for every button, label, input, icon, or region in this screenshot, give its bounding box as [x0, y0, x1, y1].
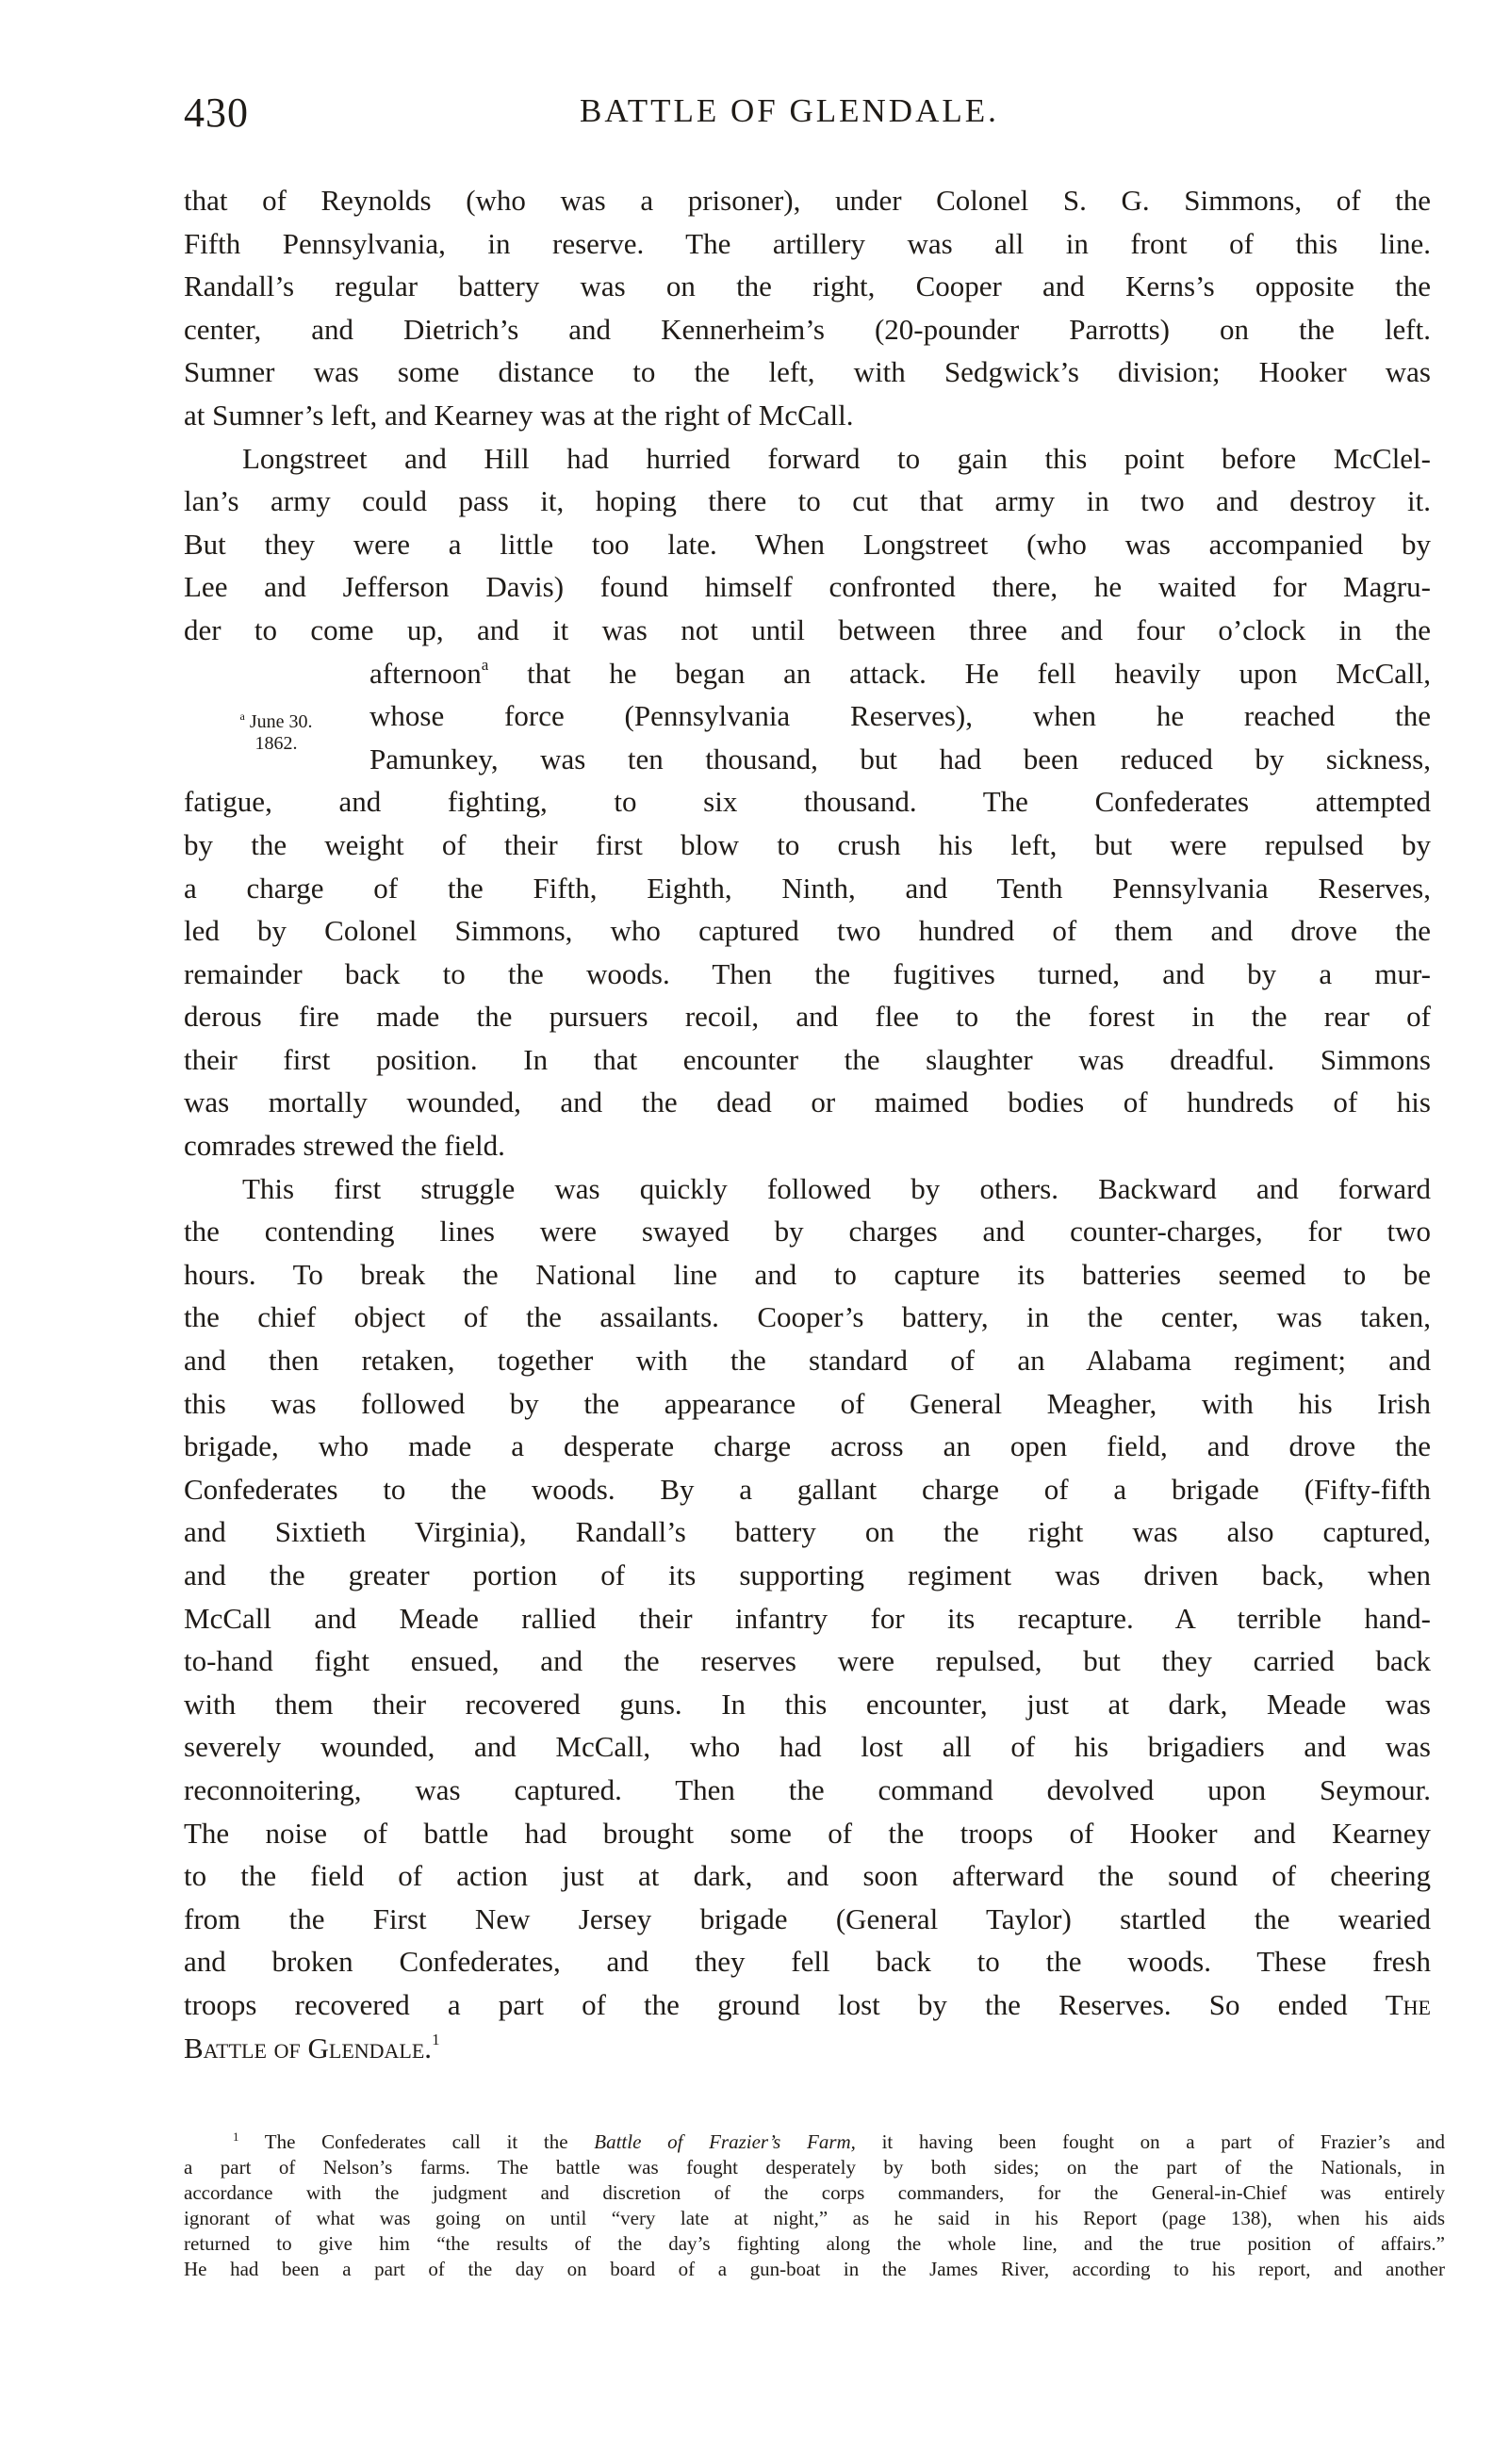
- footnote-line: He had been a part of the day on board of a gun-boat in the James River, according to his report, and another: [184, 2258, 1445, 2280]
- footnote-ref: 1: [432, 2030, 440, 2048]
- text-line: remainder back to the woods. Then the fugitives turned, and by a mur-: [184, 956, 1431, 990]
- text-line: Sumner was some distance to the left, with Sedgwick’s division; Hooker was: [184, 355, 1431, 389]
- text-line: and then retaken, together with the standard of an Alabama regiment; and: [184, 1344, 1431, 1378]
- text-line: the chief object of the assailants. Cooper’s battery, in the center, was taken,: [184, 1300, 1431, 1334]
- text-fragment: it having been fought on a part of Frazier’s and: [855, 2130, 1445, 2153]
- text-line: and the greater portion of its supporting regiment was driven back, when: [184, 1558, 1431, 1591]
- text-line: fatigue, and fighting, to six thousand. The Confederates attempted: [184, 785, 1431, 819]
- text-fragment: that he began an attack. He fell heavily upon McCall,: [527, 656, 1431, 690]
- text-line: McCall and Meade rallied their infantry for its recapture. A terrible hand-: [184, 1601, 1431, 1635]
- text-line: their first position. In that encounter the slaughter was dreadful. Simmons: [184, 1042, 1431, 1076]
- text-line: hours. To break the National line and to capture its batteries seemed to be: [184, 1257, 1431, 1291]
- text-line: The noise of battle had brought some of the troops of Hooker and Kearney: [184, 1816, 1431, 1850]
- text-line: and Sixtieth Virginia), Randall’s battery on the right was also captured,: [184, 1515, 1431, 1549]
- text-line: brigade, who made a desperate charge across an open field, and drove the: [184, 1429, 1431, 1463]
- text-line: [184, 1983, 1431, 2027]
- margin-note-marker: a: [239, 710, 245, 723]
- text-line: [369, 652, 1431, 695]
- text-line: lan’s army could pass it, hoping there to cut that army in two and destroy it.: [184, 484, 1431, 518]
- text-fragment: The Confederates call it the: [264, 2130, 595, 2153]
- body-text: [184, 179, 1431, 2069]
- text-line: Confederates to the woods. By a gallant charge of a brigade (Fifty-fifth: [184, 1472, 1431, 1506]
- text-line: that of Reynolds (who was a prisoner), under Colonel S. G. Simmons, of the: [184, 184, 1431, 217]
- margin-note-ref: a: [481, 655, 489, 674]
- footnote-line: a part of Nelson’s farms. The battle was fought desperately by both sides; on the part of the Nationals, in: [184, 2156, 1445, 2178]
- text-line: comrades strewed the field.: [184, 1129, 505, 1163]
- text-line: with them their recovered guns. In this encounter, just at dark, Meade was: [184, 1687, 1431, 1721]
- text-line: center, and Dietrich’s and Kennerheim’s (20-pounder Parrotts) on the left.: [184, 312, 1431, 346]
- margin-note-date: June 30.: [249, 711, 313, 732]
- text-line: severely wounded, and McCall, who had lost all of his brigadiers and was: [184, 1730, 1431, 1764]
- text-line: reconnoitering, was captured. Then the command devolved upon Seymour.: [184, 1772, 1431, 1806]
- text-line: and broken Confederates, and they fell back to the woods. These fresh: [184, 1945, 1431, 1979]
- text-line: Pamunkey, was ten thousand, but had been reduced by sickness,: [369, 742, 1431, 775]
- running-title: BATTLE OF GLENDALE.: [580, 92, 999, 129]
- text-line: Lee and Jefferson Davis) found himself confronted there, he waited for Magru-: [184, 570, 1431, 604]
- battle-name: Battle of Glendale.: [184, 2031, 433, 2064]
- battle-name-fragment: The: [1385, 1987, 1431, 2021]
- text-line: Fifth Pennsylvania, in reserve. The artillery was all in front of this line.: [184, 226, 1431, 260]
- text-line: But they were a little too late. When Longstreet (who was accompanied by: [184, 527, 1431, 561]
- page-number: 430: [184, 90, 249, 136]
- running-head: [184, 89, 1445, 145]
- text-line: derous fire made the pursuers recoil, and flee to the forest in the rear of: [184, 1000, 1431, 1034]
- text-line: This first struggle was quickly followed by others. Backward and forward: [242, 1171, 1431, 1205]
- text-fragment: troops recovered a part of the ground lost by the Reserves. So ended: [184, 1987, 1386, 2021]
- text-line: by the weight of their first blow to crush his left, but were repulsed by: [184, 827, 1431, 861]
- text-line: to the field of action just at dark, and soon afterward the sound of cheering: [184, 1859, 1431, 1893]
- text-line: led by Colonel Simmons, who captured two hundred of them and drove the: [184, 914, 1431, 948]
- margin-note-year: 1862.: [254, 733, 298, 754]
- footnote-line: accordance with the judgment and discretion of the corps commanders, for the General-in-Chief was entirely: [184, 2181, 1445, 2204]
- italic-battle-name: Battle of Frazier’s Farm,: [594, 2130, 856, 2153]
- text-line: Randall’s regular battery was on the right, Cooper and Kerns’s opposite the: [184, 269, 1431, 303]
- text-line: from the First New Jersey brigade (General Taylor) startled the wearied: [184, 1901, 1431, 1935]
- text-line: der to come up, and it was not until between three and four o’clock in the: [184, 612, 1431, 646]
- text-line: was mortally wounded, and the dead or maimed bodies of hundreds of his: [184, 1085, 1431, 1119]
- footnotes: [184, 2129, 1445, 2282]
- text-line: the contending lines were swayed by charges and counter-charges, for two: [184, 1215, 1431, 1248]
- text-line: at Sumner’s left, and Kearney was at the right of McCall.: [184, 398, 854, 432]
- footnote-line: [184, 2129, 1445, 2155]
- text-line: a charge of the Fifth, Eighth, Ninth, and Tenth Pennsylvania Reserves,: [184, 871, 1431, 905]
- text-line: to-hand fight ensued, and the reserves were repulsed, but they carried back: [184, 1644, 1431, 1678]
- text-line: this was followed by the appearance of General Meagher, with his Irish: [184, 1386, 1431, 1420]
- text-line: whose force (Pennsylvania Reserves), when he reached the: [369, 699, 1431, 733]
- text-fragment: afternoon: [369, 656, 482, 690]
- text-line: Longstreet and Hill had hurried forward to gain this point before McClel-: [242, 441, 1431, 475]
- footnote-line: ignorant of what was going on until “very late at night,” as he said in his Report (page 138), when his aids: [184, 2207, 1445, 2229]
- footnote-marker: 1: [233, 2129, 239, 2144]
- text-line: [184, 2027, 1431, 2070]
- footnote-line: returned to give him “the results of the day’s fighting along the whole line, and the true position of affairs.”: [184, 2232, 1445, 2255]
